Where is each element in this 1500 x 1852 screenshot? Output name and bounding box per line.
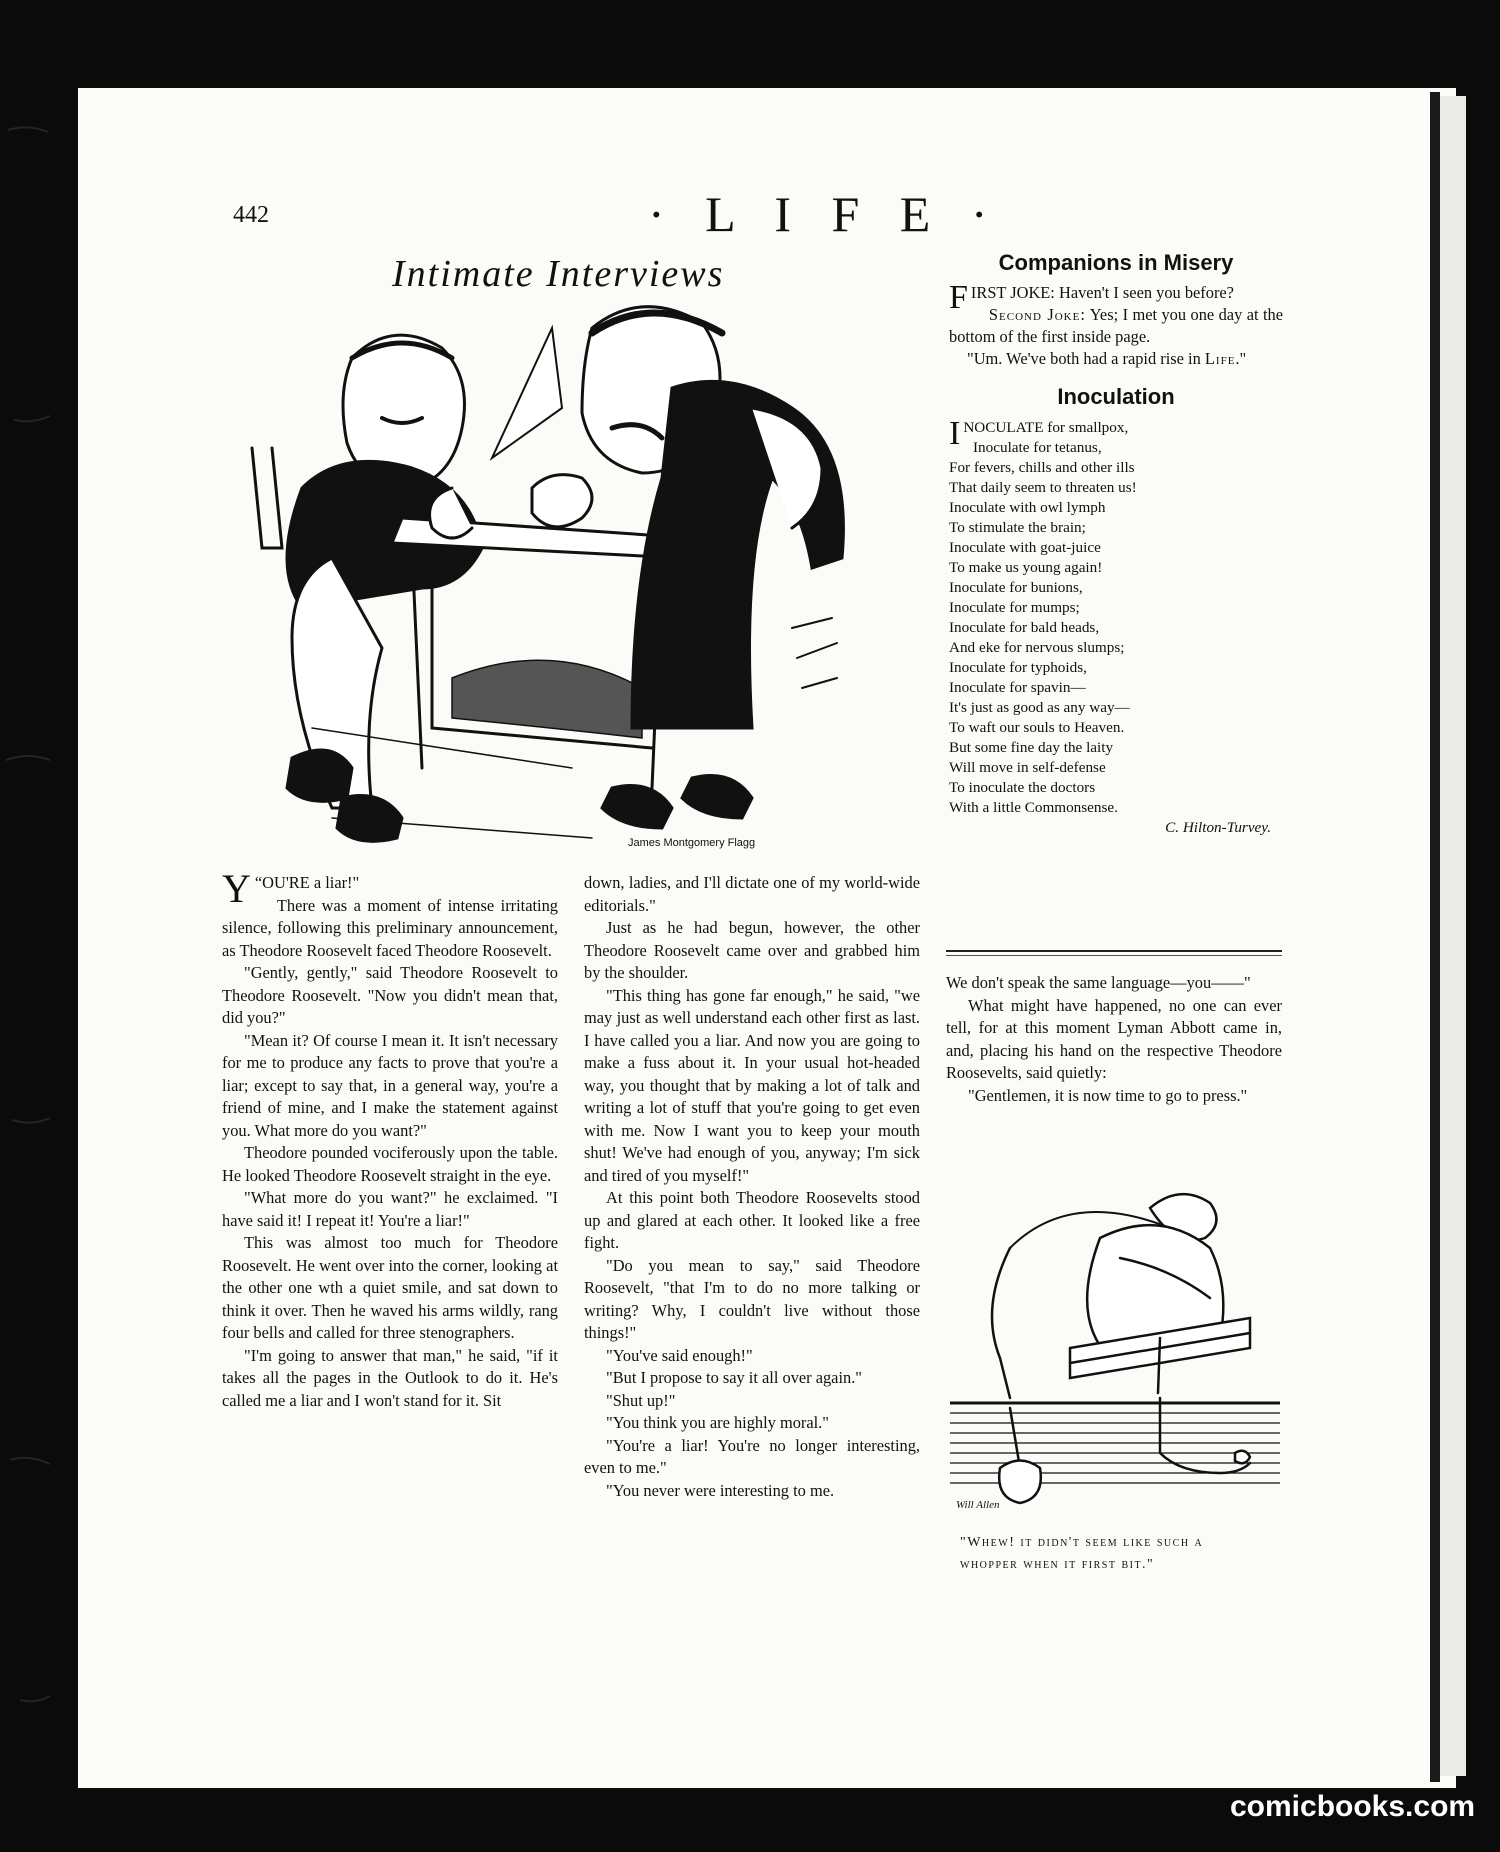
paragraph: "But I propose to say it all over again." — [606, 1368, 862, 1387]
poem-line: Inoculate for bunions, — [949, 579, 1083, 596]
paragraph: "Gentlemen, it is now time to go to press." — [968, 1085, 1248, 1105]
fish-cartoon-caption: "Whew! it didn't seem like such a whopper when it first bit." — [960, 1535, 1204, 1572]
paragraph: We don't speak the same language—you——" — [946, 973, 1251, 992]
paragraph: "Shut up!" — [606, 1390, 676, 1410]
second-joke-text: Yes; I met you one day at the bottom of the first inside page. — [949, 305, 1283, 346]
paragraph: "Mean it? Of course I mean it. It isn't necessary for me to produce any facts to prove that you're a liar; except to say that, in a general way, you're a friend of mine, and I make the statement against you. What more do you want?" — [222, 1030, 558, 1140]
paragraph: This was almost too much for Theodore Roosevelt. He went over into the corner, looking at the other one wth a quiet smile, and sat down to think it over. Then he waved his arms wildly, rang four bells and called for three stenographers. — [222, 1233, 558, 1342]
paragraph: "You've said enough!" — [606, 1345, 753, 1365]
paragraph: "You never were interesting to me. — [606, 1480, 835, 1500]
paragraph: "Do you mean to say," said Theodore Roosevelt, "that I'm to do no more talking or writing? Why, I couldn't live without those things!" — [584, 1255, 920, 1342]
joke-closing — [949, 348, 1283, 370]
paragraph: Theodore pounded vociferously upon the table. He looked Theodore Roosevelt straight in the eye. — [222, 1143, 558, 1185]
paragraph: "You're a liar! You're no longer interesting, even to me." — [584, 1435, 920, 1477]
page-number: 442 — [233, 202, 269, 228]
first-joke-label: IRST JOKE: — [970, 283, 1055, 302]
poem-line: To inoculate the doctors — [949, 779, 1096, 796]
fish-cartoon-signature: Will Allen — [956, 1499, 1000, 1511]
article-title: Intimate Interviews — [392, 253, 725, 295]
poem-line: To stimulate the brain; — [949, 519, 1086, 536]
poem-line: Inoculate for spavin— — [949, 679, 1086, 696]
poem-line: Inoculate for mumps; — [949, 599, 1080, 616]
poem-author: C. Hilton-Turvey. — [1165, 819, 1271, 836]
paragraph: Just as he had begun, however, the other Theodore Roosevelt came over and grabbed him by the shoulder. — [584, 918, 920, 982]
paragraph: What might have happened, no one can ever tell, for at this moment Lyman Abbott came in, and, placing his hand on the respective Theodore Roosevelts, said quietly: — [946, 995, 1282, 1082]
inoculation-poem — [949, 415, 1283, 838]
watermark: comicbooks.com — [1230, 1790, 1476, 1823]
sidebar — [949, 252, 1283, 838]
poem-line: Inoculate for typhoids, — [949, 659, 1087, 676]
companions-dropcap: F — [949, 279, 968, 316]
second-joke-label: Second Joke: — [988, 305, 1086, 324]
poem-first-line: NOCULATE for smallpox, — [963, 419, 1129, 436]
inoculation-title: Inoculation — [1057, 384, 1175, 409]
poem-line: That daily seem to threaten us! — [949, 479, 1137, 496]
poem-line: Inoculate with goat-juice — [949, 539, 1101, 556]
column-rule — [946, 950, 1282, 952]
article-lead: “ Y OU'RE a liar!" — [222, 866, 360, 911]
fishing-cartoon — [950, 1168, 1280, 1528]
paragraph: "This thing has gone far enough," he said, "we may just as well understand each other first as last. I have called you a liar. And now you are going to make a fuss about it. In your usual hot-headed way, you thought that by making a lot of talk and writing a lot of stuff that you're going to get even with me. Now I want you to keep your mouth shut! We've had enough of you, anyway; I'm sick and tired of you myself!" — [584, 985, 920, 1185]
poem-line: Inoculate for tetanus, — [973, 439, 1102, 456]
paragraph: "You think you are highly moral." — [606, 1413, 829, 1432]
roosevelt-cartoon — [232, 298, 922, 860]
paragraph: down, ladies, and I'll dictate one of my world-wide editorials." — [584, 873, 920, 915]
closing-end: ." — [1235, 349, 1247, 368]
article-column-1 — [222, 866, 558, 1412]
second-joke — [949, 304, 1283, 348]
paragraph: At this point both Theodore Roosevelts stood up and glared at each other. It looked like a free fight. — [584, 1188, 920, 1252]
lead-text: OU'RE a liar!" — [262, 873, 360, 892]
closing-text: "Um. We've both had a rapid rise in — [967, 349, 1201, 368]
article-dropcap: Y — [222, 866, 251, 911]
poem-line: But some fine day the laity — [949, 739, 1114, 756]
poem-line: Will move in self-defense — [949, 759, 1106, 776]
poem-line: To make us young again! — [949, 559, 1103, 576]
masthead: · L I F E · — [648, 186, 1002, 242]
companions-title: Companions in Misery — [998, 250, 1234, 275]
article-column-3 — [946, 972, 1282, 1107]
poem-line: It's just as good as any way— — [949, 699, 1130, 716]
poem-line: Inoculate for bald heads, — [949, 619, 1100, 636]
poem-line: Inoculate with owl lymph — [949, 499, 1106, 516]
next-page-sliver — [1440, 96, 1466, 1776]
first-joke-text: Haven't I seen you before? — [1058, 283, 1234, 302]
closing-life: Life — [1204, 349, 1236, 368]
poem-line: With a little Commonsense. — [949, 799, 1118, 816]
poem-line: To waft our souls to Heaven. — [949, 719, 1125, 736]
paragraph: "I'm going to answer that man," he said, "if it takes all the pages in the Outlook to do it. He's called me a liar and I won't stand for it. Sit — [222, 1345, 558, 1410]
cartoon-signature: James Montgomery Flagg — [628, 837, 756, 849]
paragraph: "What more do you want?" he exclaimed. "I have said it! I repeat it! You're a liar!" — [222, 1188, 558, 1230]
poem-line: For fevers, chills and other ills — [949, 459, 1135, 476]
paragraph: "Gently, gently," said Theodore Roosevelt to Theodore Roosevelt. "Now you didn't mean that, did you?" — [222, 963, 558, 1027]
paragraph: There was a moment of intense irritating silence, following this preliminary announcement, as Theodore Roosevelt faced Theodore Roosevelt. — [222, 895, 558, 960]
page-edge — [1430, 92, 1440, 1782]
poem-line: And eke for nervous slumps; — [949, 639, 1125, 656]
article-column-2 — [584, 872, 920, 1502]
column-rule — [946, 955, 1282, 956]
poem-dropcap: I — [949, 415, 961, 452]
